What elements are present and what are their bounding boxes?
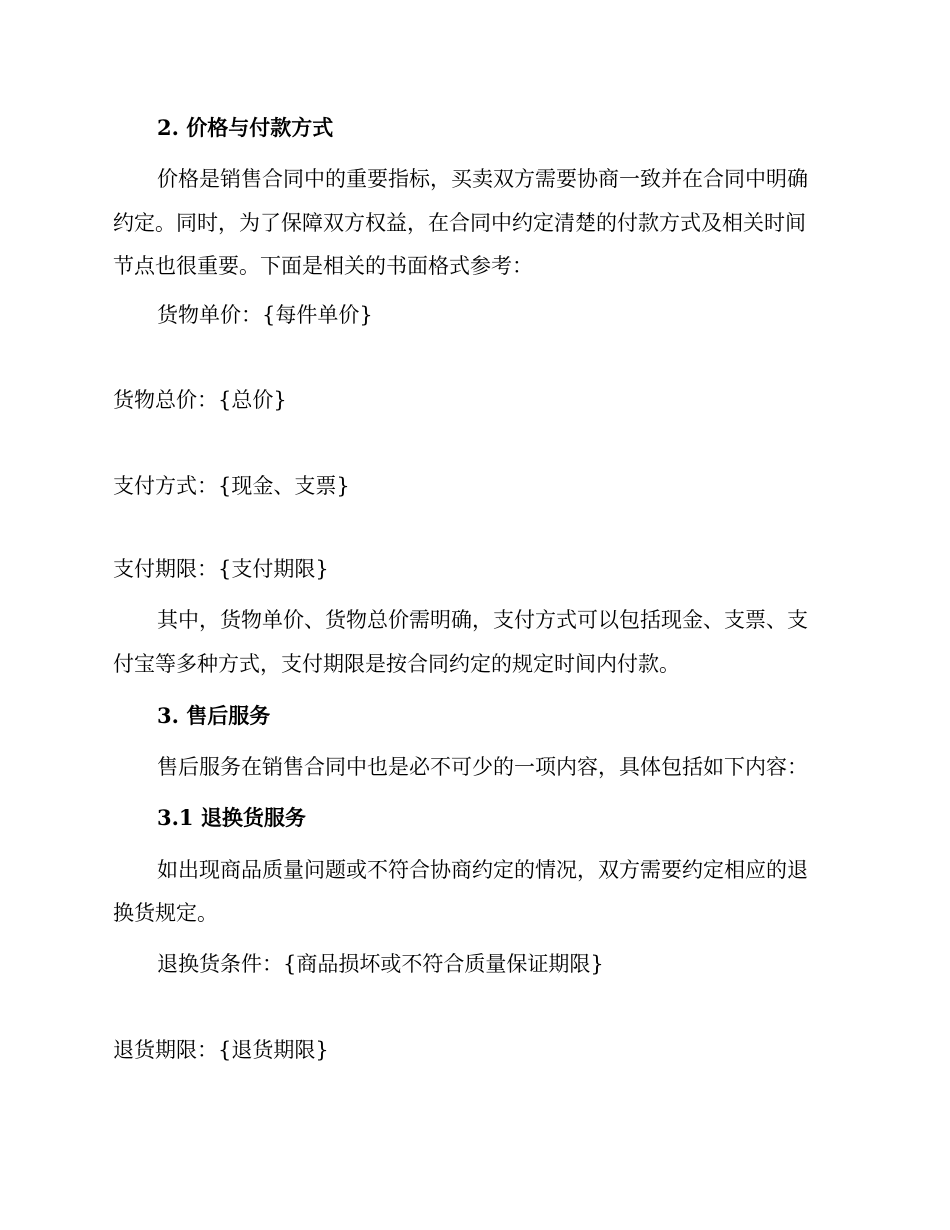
- field-payment-method: 支付方式：{现金、支票}: [113, 474, 350, 498]
- paragraph-line: 换货规定。: [113, 901, 218, 925]
- field-total-price: 货物总价：{总价}: [113, 388, 287, 412]
- field-payment-term: 支付期限：{支付期限}: [113, 557, 329, 581]
- section-2-heading: 2. 价格与付款方式: [157, 115, 334, 140]
- section-3-heading: 3. 售后服务: [157, 703, 271, 728]
- paragraph-line: 如出现商品质量问题或不符合协商约定的情况，双方需要约定相应的退: [157, 858, 808, 882]
- paragraph-line: 付宝等多种方式，支付期限是按合同约定的规定时间内付款。: [113, 652, 680, 676]
- paragraph-line: 价格是销售合同中的重要指标，买卖双方需要协商一致并在合同中明确: [157, 167, 808, 191]
- paragraph-line: 节点也很重要。下面是相关的书面格式参考：: [113, 254, 533, 278]
- field-unit-price: 货物单价：{每件单价}: [157, 303, 373, 327]
- paragraph-line: 售后服务在销售合同中也是必不可少的一项内容，具体包括如下内容：: [157, 755, 808, 779]
- field-return-term: 退货期限：{退货期限}: [113, 1038, 329, 1062]
- field-return-condition: 退换货条件：{商品损坏或不符合质量保证期限}: [157, 952, 604, 976]
- section-3-1-heading: 3.1 退换货服务: [157, 805, 306, 830]
- paragraph-line: 其中，货物单价、货物总价需明确，支付方式可以包括现金、支票、支: [157, 608, 808, 632]
- paragraph-line: 约定。同时，为了保障双方权益，在合同中约定清楚的付款方式及相关时间: [113, 211, 806, 235]
